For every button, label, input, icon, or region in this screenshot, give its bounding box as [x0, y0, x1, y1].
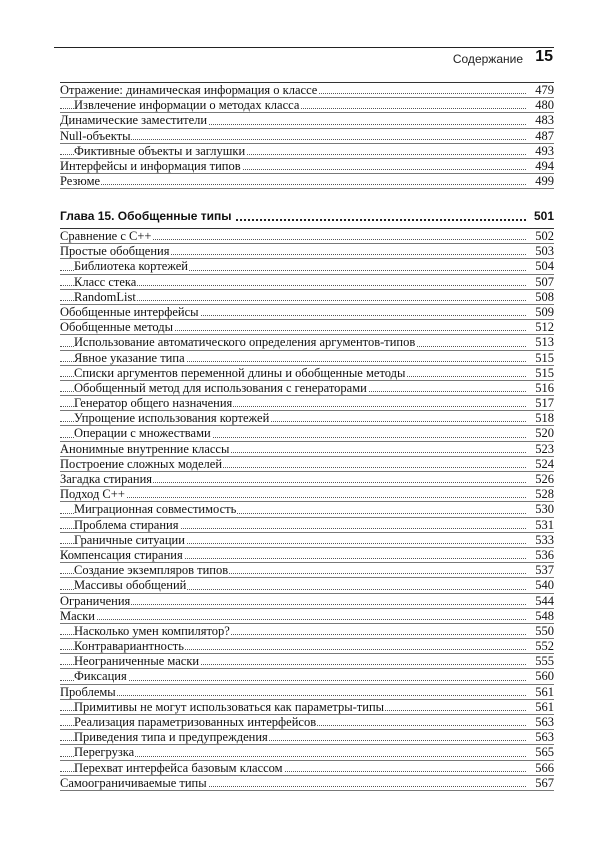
toc-entry — [60, 305, 554, 320]
toc-entry-title: Списки аргументов переменной длины и обобщенные методы — [74, 365, 406, 380]
toc-entry-page: 523 — [535, 441, 554, 456]
toc-entry-title: Генератор общего назначения — [74, 396, 233, 411]
toc-entry — [60, 290, 554, 305]
toc-entry-page: 536 — [535, 547, 554, 562]
toc-entry-page: 530 — [535, 502, 554, 517]
toc-entry-title: Библиотека кортежей — [74, 259, 188, 274]
toc-entry-page: 526 — [535, 472, 554, 486]
toc-entry — [60, 594, 554, 609]
toc-entry-page: 552 — [535, 639, 554, 654]
toc-entry — [60, 144, 554, 159]
toc-entry — [60, 548, 554, 563]
toc-entry-title: Обобщенный метод для использования с генераторами — [74, 380, 367, 395]
toc-entry-title: Обобщенные интерфейсы — [60, 304, 199, 319]
toc-entry-title: Маски — [60, 608, 95, 623]
page-number: 15 — [535, 48, 553, 65]
toc-entry-title: Класс стека — [74, 274, 137, 289]
toc-entry — [60, 159, 554, 174]
toc-entry-page: 540 — [535, 578, 554, 593]
toc-entry-title: Извлечение информации о методах класса — [74, 98, 300, 113]
toc-entry-page: 499 — [535, 174, 554, 189]
toc-entry-page: 555 — [535, 654, 554, 669]
toc-entry-page: 550 — [535, 623, 554, 638]
toc-entry — [60, 761, 554, 776]
toc-entry-page: 561 — [535, 699, 554, 714]
toc-section-1 — [60, 82, 554, 189]
toc-entry-title: RandomList — [74, 289, 136, 304]
toc-entry-title: Простые обобщения — [60, 244, 170, 259]
toc-entry — [60, 745, 554, 760]
toc-entry — [60, 472, 554, 487]
toc-section-2 — [60, 228, 554, 791]
toc-entry — [60, 129, 554, 144]
toc-entry-page: 479 — [535, 83, 554, 97]
toc-entry-title: Использование автоматического определения аргументов-типов — [74, 335, 416, 350]
toc-entry — [60, 426, 554, 441]
toc-entry — [60, 502, 554, 517]
toc-entry — [60, 396, 554, 411]
toc-entry-page: 528 — [535, 487, 554, 502]
chapter-page: 501 — [533, 209, 554, 223]
toc-entry — [60, 229, 554, 244]
toc-entry-page: 504 — [535, 259, 554, 274]
toc-entry-title: Ограничения — [60, 593, 131, 608]
toc-entry-title: Сравнение с C++ — [60, 229, 152, 243]
toc-entry — [60, 518, 554, 533]
toc-entry-title: Фиктивные объекты и заглушки — [74, 143, 246, 158]
toc-entry-page: 487 — [535, 128, 554, 143]
toc-entry — [60, 442, 554, 457]
toc-entry-title: Создание экземпляров типов — [74, 563, 229, 578]
toc-entry — [60, 98, 554, 113]
toc-entry-title: Самоограничиваемые типы — [60, 775, 207, 790]
toc-entry-title: Интерфейсы и информация типов — [60, 158, 241, 173]
toc-entry-page: 513 — [535, 335, 554, 350]
toc-entry-title: Массивы обобщений — [74, 578, 187, 593]
toc-entry-title: Обобщенные методы — [60, 320, 174, 335]
toc-entry — [60, 578, 554, 593]
toc-entry-page: 502 — [535, 229, 554, 243]
toc-entry — [60, 259, 554, 274]
toc-entry-title: Операции с множествами — [74, 426, 211, 441]
toc-entry — [60, 381, 554, 396]
toc-entry-page: 548 — [535, 608, 554, 623]
toc-entry-page: 483 — [535, 113, 554, 128]
dot-leader — [60, 695, 526, 696]
toc-entry-title: Неограниченные маски — [74, 654, 200, 669]
toc-entry-title: Построение сложных моделей — [60, 456, 223, 471]
toc-entry-title: Анонимные внутренние классы — [60, 441, 230, 456]
toc-entry-page: 537 — [535, 563, 554, 578]
toc-entry-title: Фиксация — [74, 669, 127, 684]
toc-entry-title: Отражение: динамическая информация о классе — [60, 83, 318, 97]
toc-entry — [60, 113, 554, 128]
toc-entry — [60, 624, 554, 639]
toc-entry-page: 493 — [535, 143, 554, 158]
dot-leader — [60, 619, 526, 620]
running-header-title: Содержание — [452, 52, 523, 66]
toc-entry-page: 567 — [535, 775, 554, 790]
toc-entry-page: 565 — [535, 745, 554, 760]
toc-entry-page: 563 — [535, 730, 554, 745]
toc-entry-title: Компенсация стирания — [60, 547, 183, 562]
toc-entry — [60, 487, 554, 502]
toc-entry — [60, 174, 554, 189]
toc-entry-page: 566 — [535, 760, 554, 775]
toc-entry-title: Null-объекты — [60, 128, 131, 143]
toc-entry — [60, 776, 554, 791]
toc-entry-title: Насколько умен компилятор? — [74, 623, 230, 638]
toc-entry — [60, 411, 554, 426]
toc-entry-page: 561 — [535, 684, 554, 699]
toc-entry-page: 517 — [535, 396, 554, 411]
toc-entry-page: 516 — [535, 380, 554, 395]
toc-entry — [60, 685, 554, 700]
toc-entry — [60, 715, 554, 730]
toc-entry — [60, 609, 554, 624]
toc-entry-page: 531 — [535, 517, 554, 532]
toc-entry — [60, 366, 554, 381]
toc-entry-page: 509 — [535, 304, 554, 319]
toc-entry-page: 563 — [535, 715, 554, 729]
toc-entry-title: Упрощение использования кортежей — [74, 411, 270, 426]
toc-entry-page: 494 — [535, 158, 554, 173]
toc-entry — [60, 351, 554, 366]
toc-entry-page: 520 — [535, 426, 554, 441]
toc-entry-page: 508 — [535, 289, 554, 304]
toc-entry-page: 503 — [535, 244, 554, 259]
toc-entry-page: 512 — [535, 320, 554, 335]
toc-entry — [60, 700, 554, 715]
toc-entry — [60, 533, 554, 548]
toc-entry — [60, 244, 554, 259]
toc-entry-title: Граничные ситуации — [74, 532, 185, 547]
toc-entry — [60, 275, 554, 290]
toc-entry — [60, 320, 554, 335]
toc-entry — [60, 457, 554, 472]
toc-entry-title: Перегрузка — [74, 745, 135, 760]
toc-entry-page: 524 — [535, 456, 554, 471]
toc-entry-title: Подход C++ — [60, 487, 125, 502]
toc-entry-page: 507 — [535, 274, 554, 289]
toc-entry-page: 560 — [535, 669, 554, 684]
toc-entry-page: 533 — [535, 532, 554, 547]
toc-entry — [60, 563, 554, 578]
chapter-title: Глава 15. Обобщенные типы — [60, 209, 232, 223]
toc-entry — [60, 83, 554, 98]
chapter-heading — [60, 207, 554, 225]
toc-entry-title: Реализация параметризованных интерфейсов — [74, 715, 317, 729]
dot-leader — [60, 497, 526, 498]
toc-entry — [60, 639, 554, 654]
toc-entry-page: 544 — [535, 593, 554, 608]
toc-entry-title: Проблемы — [60, 684, 116, 699]
toc-entry-page: 515 — [535, 350, 554, 365]
toc-entry-title: Перехват интерфейса базовым классом — [74, 760, 283, 775]
toc-entry-page: 518 — [535, 411, 554, 426]
toc-entry — [60, 335, 554, 350]
toc-entry-title: Загадка стирания — [60, 472, 153, 486]
dot-leader — [60, 184, 526, 185]
toc-entry-title: Примитивы не могут использоваться как параметры-типы — [74, 699, 385, 714]
toc-entry-title: Явное указание типа — [74, 350, 185, 365]
toc-entry-title: Динамические заместители — [60, 113, 208, 128]
toc-entry-title: Проблема стирания — [74, 517, 179, 532]
toc-entry-title: Контравариантность — [74, 639, 184, 654]
toc-entry — [60, 730, 554, 745]
toc-entry-title: Приведения типа и предупреждения — [74, 730, 268, 745]
toc-entry — [60, 669, 554, 684]
toc-entry-page: 480 — [535, 98, 554, 113]
dot-leader — [60, 680, 526, 681]
toc-entry-title: Резюме — [60, 174, 101, 189]
toc-entry — [60, 654, 554, 669]
toc-entry-page: 515 — [535, 365, 554, 380]
header-rule — [54, 47, 554, 48]
toc-entry-title: Миграционная совместимость — [74, 502, 237, 517]
